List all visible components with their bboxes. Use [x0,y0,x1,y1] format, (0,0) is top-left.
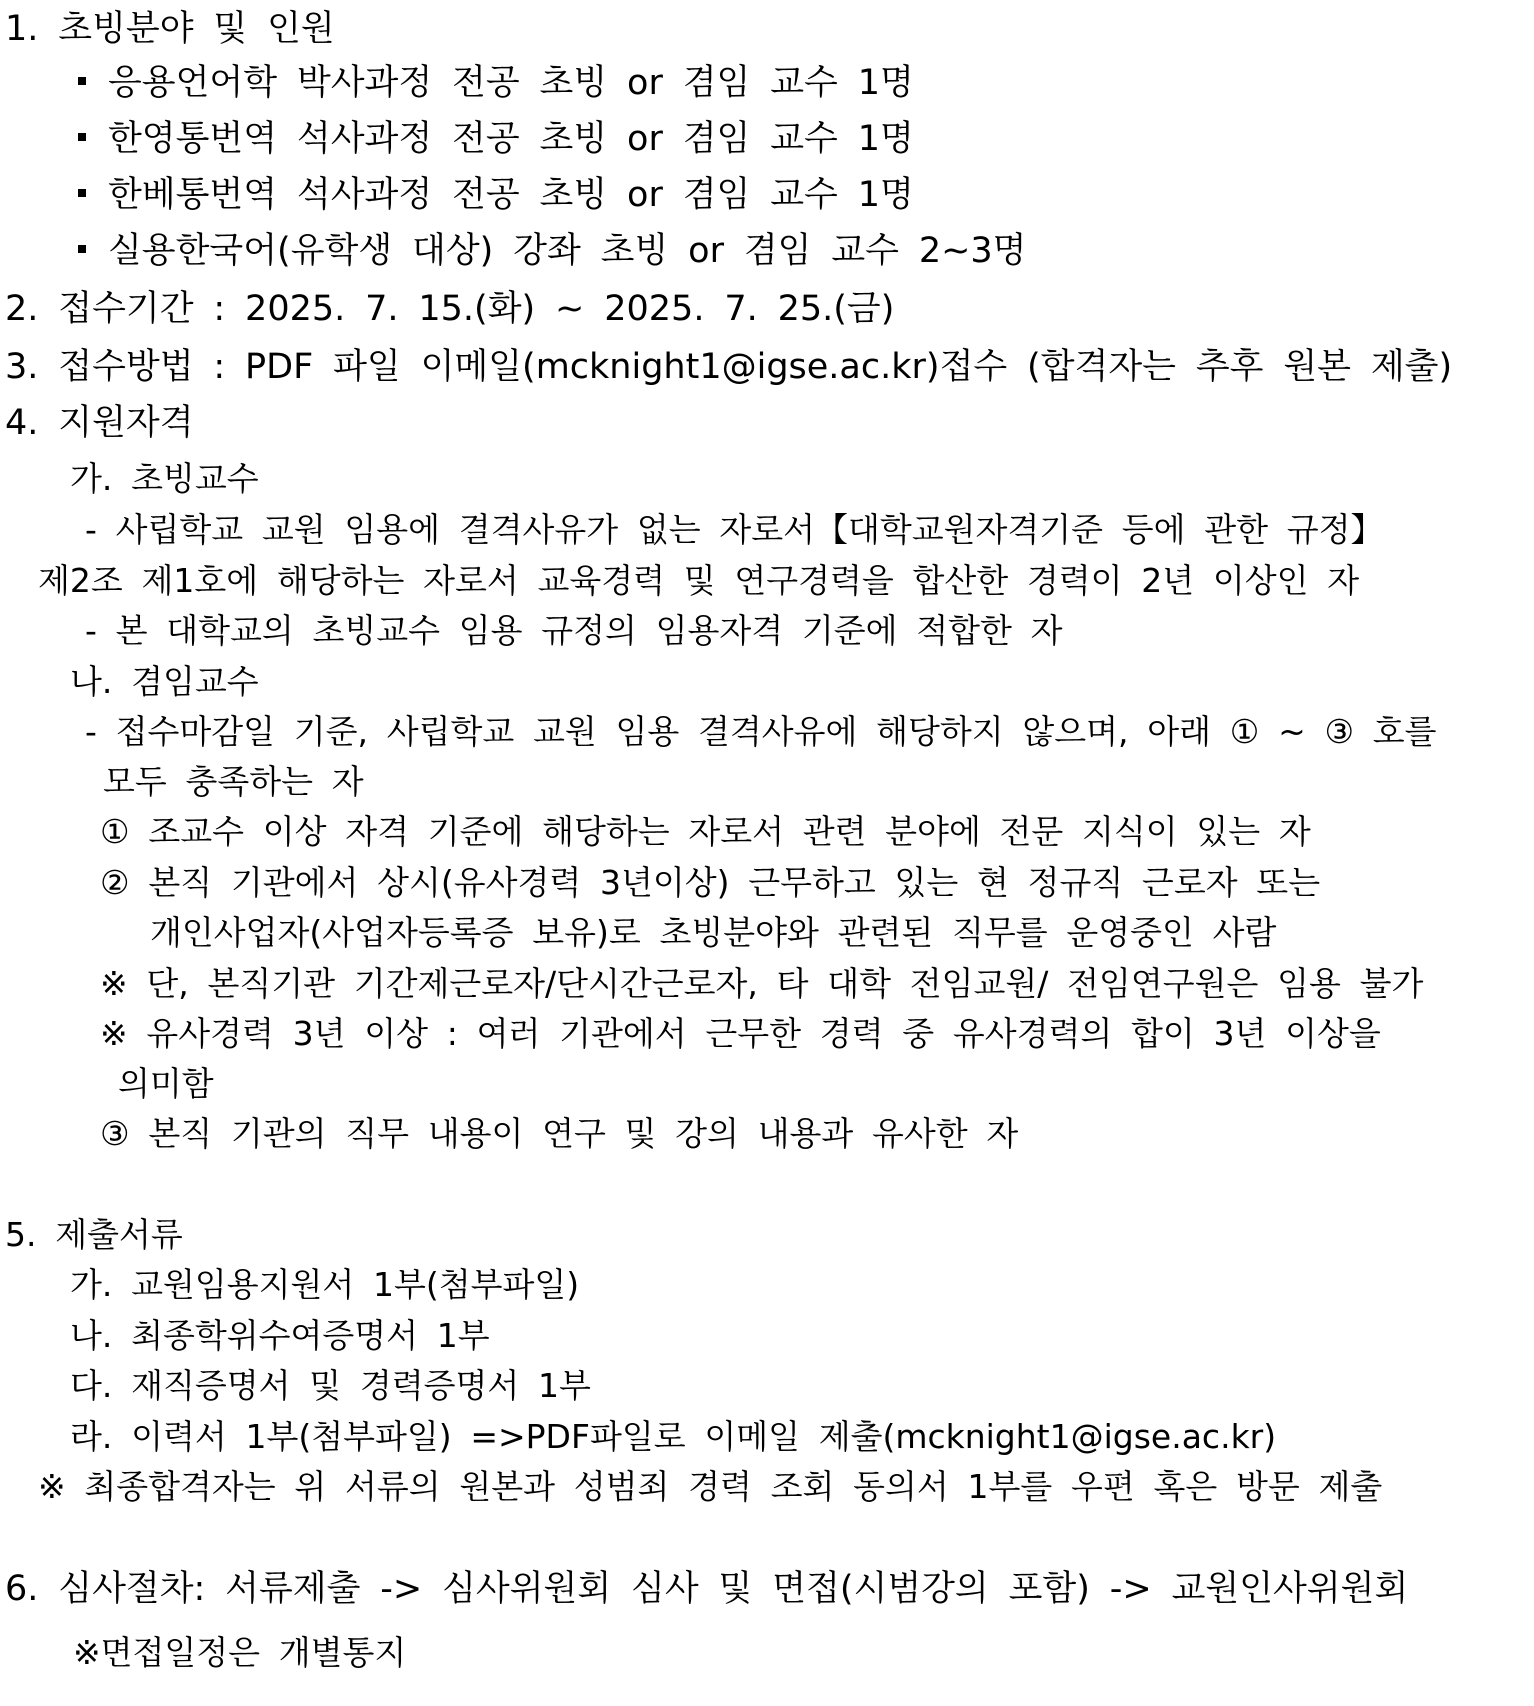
section4-b-note2-line2: 의미함 [118,1064,214,1103]
section5-item: 가. 교원임용지원서 1부(첨부파일) [70,1265,580,1304]
section4-b-note1: ※ 단, 본직기관 기간제근로자/단시간근로자, 타 대학 전임교원/ 전임연구원은 임용 불가 [100,964,1424,1003]
section4-title: 4. 지원자격 [5,403,194,443]
section1-item: 한베통번역 석사과정 전공 초빙 or 겸임 교수 1명 [78,178,914,213]
section6-procedure: 6. 심사절차: 서류제출 -> 심사위원회 심사 및 면접(시범강의 포함) -> 교원인사위원회 [5,1569,1409,1609]
section4-b-note2-line1: ※ 유사경력 3년 이상 : 여러 기관에서 근무한 경력 중 유사경력의 합이 3년 이상을 [100,1014,1381,1053]
section4-b-item3: ③ 본직 기관의 직무 내용이 연구 및 강의 내용과 유사한 자 [100,1114,1019,1153]
bullet-icon [78,189,86,197]
section4-a-line3: - 본 대학교의 초빙교수 임용 규정의 임용자격 기준에 적합한 자 [85,611,1063,650]
section6-note: ※면접일정은 개별통지 [73,1633,407,1672]
bullet-icon [78,77,86,85]
section5-item: 라. 이력서 1부(첨부파일) =>PDF파일로 이메일 제출(mcknight1@igse.ac.kr) [70,1417,1277,1456]
section1-item: 응용언어학 박사과정 전공 초빙 or 겸임 교수 1명 [78,66,914,101]
section2-period: 2. 접수기간 : 2025. 7. 15.(화) ~ 2025. 7. 25.(금) [5,289,895,329]
bullet-icon [78,245,86,253]
section4-a-line1: - 사립학교 교원 임용에 결격사유가 없는 자로서【대학교원자격기준 등에 관한 규정】 [85,510,1384,549]
section4-b-item1: ① 조교수 이상 자격 기준에 해당하는 자로서 관련 분야에 전문 지식이 있는 자 [100,812,1311,851]
section5-item: 다. 재직증명서 및 경력증명서 1부 [70,1366,591,1405]
section4-a-title: 가. 초빙교수 [70,459,259,498]
section4-b-title: 나. 겸임교수 [70,662,259,701]
section1-item: 실용한국어(유학생 대상) 강좌 초빙 or 겸임 교수 2~3명 [78,234,1027,269]
section1-title: 1. 초빙분야 및 인원 [5,9,335,49]
section5-note: ※ 최종합격자는 위 서류의 원본과 성범죄 경력 조회 동의서 1부를 우편 혹은 방문 제출 [38,1467,1383,1506]
section4-b-item2-line1: ② 본직 기관에서 상시(유사경력 3년이상) 근무하고 있는 현 정규직 근로자 또는 [100,863,1321,902]
section4-b-line1: - 접수마감일 기준, 사립학교 교원 임용 결격사유에 해당하지 않으며, 아래 ① ~ ③ 호를 [85,712,1437,751]
section1-item: 한영통번역 석사과정 전공 초빙 or 겸임 교수 1명 [78,122,914,157]
section5-title: 5. 제출서류 [5,1215,183,1254]
section4-b-item2-line2: 개인사업자(사업자등록증 보유)로 초빙분야와 관련된 직무를 운영중인 사람 [150,913,1277,952]
section4-b-line2: 모두 충족하는 자 [103,762,364,801]
section4-a-line2: 제2조 제1호에 해당하는 자로서 교육경력 및 연구경력을 합산한 경력이 2년 이상인 자 [38,561,1360,600]
bullet-icon [78,133,86,141]
section3-method: 3. 접수방법 : PDF 파일 이메일(mcknight1@igse.ac.kr)접수 (합격자는 추후 원본 제출) [5,347,1453,387]
section5-item: 나. 최종학위수여증명서 1부 [70,1316,490,1355]
